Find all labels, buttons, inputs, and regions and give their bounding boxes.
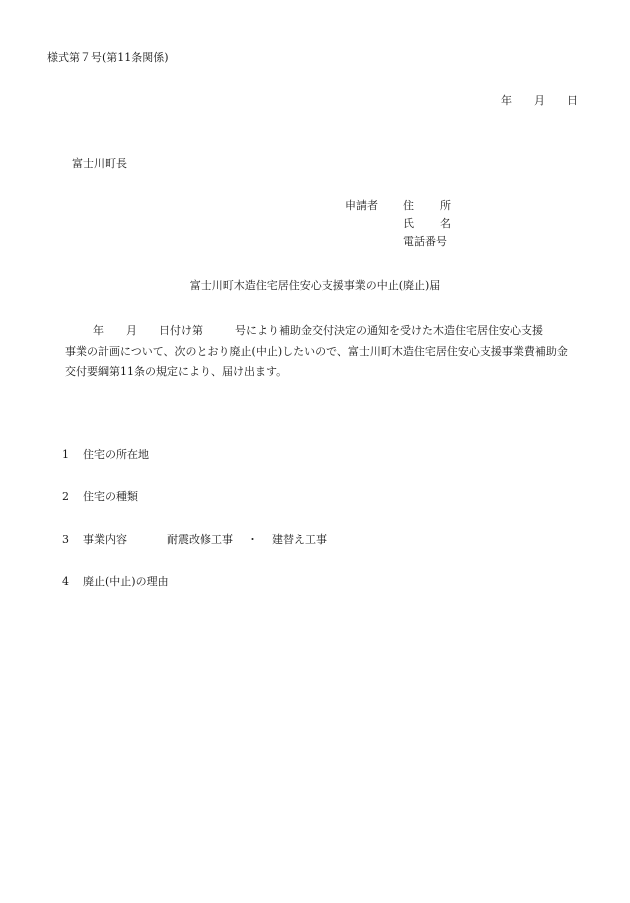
- applicant-role: 申請者: [345, 199, 378, 212]
- date-line: [501, 95, 578, 106]
- item-type: 2 住宅の種類: [62, 490, 138, 503]
- item-business-content: 3 事業内容 耐震改修工事 ・ 建替え工事: [62, 533, 327, 546]
- document-title: 富士川町木造住宅居住安心支援事業の中止(廃止)届: [189, 279, 441, 292]
- applicant-phone-row: [345, 236, 451, 254]
- item-reason: 4 廃止(中止)の理由: [62, 575, 169, 588]
- date-day-label: 日: [567, 94, 578, 107]
- address-label: 住 所: [403, 199, 451, 212]
- form-number: 様式第７号(第11条関係): [47, 51, 169, 64]
- date-year-label: 年: [501, 94, 512, 107]
- item-location: 1 住宅の所在地: [62, 448, 149, 461]
- body-paragraph: [65, 321, 585, 383]
- phone-label: 電話番号: [403, 235, 447, 248]
- date-month-label: 月: [534, 94, 545, 107]
- body-line-1: 年 月 日付け第 号により補助金交付決定の通知を受けた木造住宅居住安心支援: [93, 324, 543, 337]
- applicant-address-row: [345, 200, 451, 218]
- body-line-3: 交付要綱第11条の規定により、届け出ます。: [65, 365, 288, 378]
- option-seismic-retrofit: 耐震改修工事: [167, 533, 233, 546]
- option-rebuild: 建替え工事: [272, 533, 327, 546]
- body-line-2: 事業の計画について、次のとおり廃止(中止)したいので、富士川町木造住宅居住安心支援事業費補助金: [65, 344, 568, 358]
- addressee: 富士川町長: [72, 157, 127, 170]
- applicant-block: [345, 200, 451, 254]
- applicant-name-row: [345, 218, 451, 236]
- name-label: 氏 名: [403, 217, 451, 230]
